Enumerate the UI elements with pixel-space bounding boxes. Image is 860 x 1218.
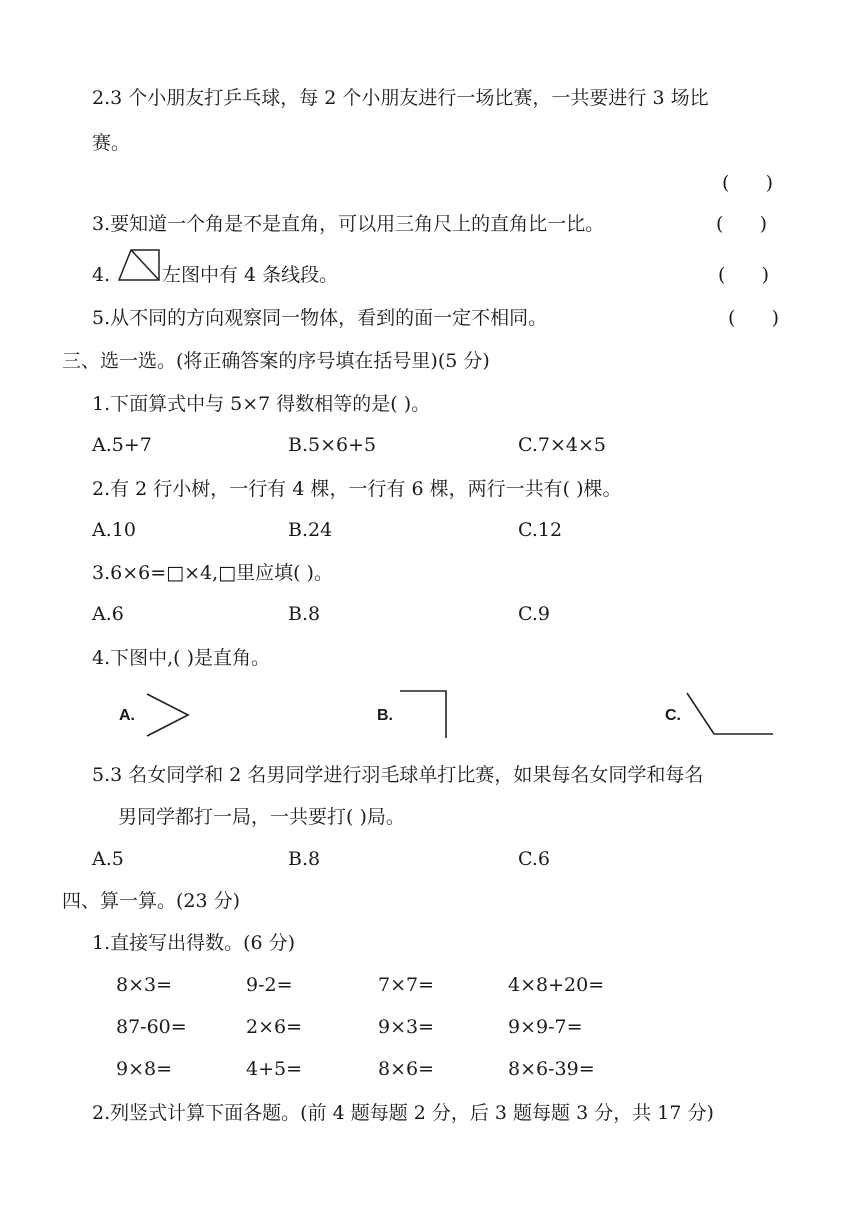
calc-item: 8×6-39=: [508, 1058, 595, 1080]
judge-q2-line2: 赛。: [92, 132, 131, 154]
calc-item: 9×8=: [116, 1058, 173, 1080]
choice-q1-option-c[interactable]: C.7×4×5: [518, 434, 607, 456]
judge-q4-number: 4.: [92, 264, 111, 286]
answer-paren-q5[interactable]: ( ): [728, 307, 780, 329]
choice-q5-line1: 5.3 名女同学和 2 名男同学进行羽毛球单打比赛，如果每名女同学和每名: [92, 764, 704, 786]
right-angle-figure: [398, 688, 450, 740]
choice-q2-option-b[interactable]: B.24: [288, 519, 333, 541]
judge-q2-line1: 2.3 个小朋友打乒乓球，每 2 个小朋友进行一场比赛，一共要进行 3 场比: [92, 87, 709, 109]
calc-item: 4×8+20=: [508, 974, 605, 996]
angle-b-label[interactable]: B.: [377, 707, 393, 724]
calc-item: 7×7=: [378, 974, 435, 996]
choice-q1-option-a[interactable]: A.5+7: [92, 434, 152, 456]
choice-q5-line2: 男同学都打一局，一共要打( )局。: [118, 806, 405, 828]
choice-q5-option-b[interactable]: B.8: [288, 848, 321, 870]
judge-q4-text: 左图中有 4 条线段。: [162, 264, 339, 286]
judge-q3: 3.要知道一个角是不是直角，可以用三角尺上的直角比一比。: [92, 213, 605, 235]
judge-q5: 5.从不同的方向观察同一物体，看到的面一定不相同。: [92, 307, 548, 329]
choice-q3: 3.6×6=□×4,□里应填( )。: [92, 562, 333, 584]
choice-q3-option-b[interactable]: B.8: [288, 603, 321, 625]
choice-q5-option-c[interactable]: C.6: [518, 848, 550, 870]
angle-c-label[interactable]: C.: [665, 707, 681, 724]
calc-item: 2×6=: [246, 1016, 303, 1038]
acute-angle-figure: [144, 692, 192, 738]
calc-item: 9×3=: [378, 1016, 435, 1038]
choice-q4: 4.下图中,( )是直角。: [92, 647, 271, 669]
calc-item: 9×9-7=: [508, 1016, 583, 1038]
calc-item: 9-2=: [246, 974, 293, 996]
calc-item: 87-60=: [116, 1016, 187, 1038]
choice-q2-option-a[interactable]: A.10: [92, 519, 136, 541]
choice-q1-option-b[interactable]: B.5×6+5: [288, 434, 377, 456]
section4-title: 四、算一算。(23 分): [62, 890, 241, 912]
choice-q3-option-a[interactable]: A.6: [92, 603, 124, 625]
section4-sub2: 2.列竖式计算下面各题。(前 4 题每题 2 分，后 3 题每题 3 分，共 17 分): [92, 1102, 714, 1124]
choice-q1: 1.下面算式中与 5×7 得数相等的是( )。: [92, 393, 431, 415]
section4-sub1: 1.直接写出得数。(6 分): [92, 932, 296, 954]
answer-paren-q4[interactable]: ( ): [718, 264, 770, 286]
answer-paren-q3[interactable]: ( ): [716, 213, 768, 235]
calc-item: 4+5=: [246, 1058, 303, 1080]
choice-q5-option-a[interactable]: A.5: [92, 848, 124, 870]
calc-item: 8×3=: [116, 974, 173, 996]
choice-q2-option-c[interactable]: C.12: [518, 519, 563, 541]
obtuse-angle-figure: [684, 690, 776, 738]
angle-a-label[interactable]: A.: [119, 707, 135, 724]
choice-q2: 2.有 2 行小树，一行有 4 棵，一行有 6 棵，两行一共有( )棵。: [92, 478, 622, 500]
choice-q3-option-c[interactable]: C.9: [518, 603, 550, 625]
calc-item: 8×6=: [378, 1058, 435, 1080]
section3-title: 三、选一选。(将正确答案的序号填在括号里)(5 分): [62, 350, 490, 372]
triangle-figure-icon: [117, 248, 161, 282]
answer-paren-q2[interactable]: ( ): [722, 172, 774, 194]
